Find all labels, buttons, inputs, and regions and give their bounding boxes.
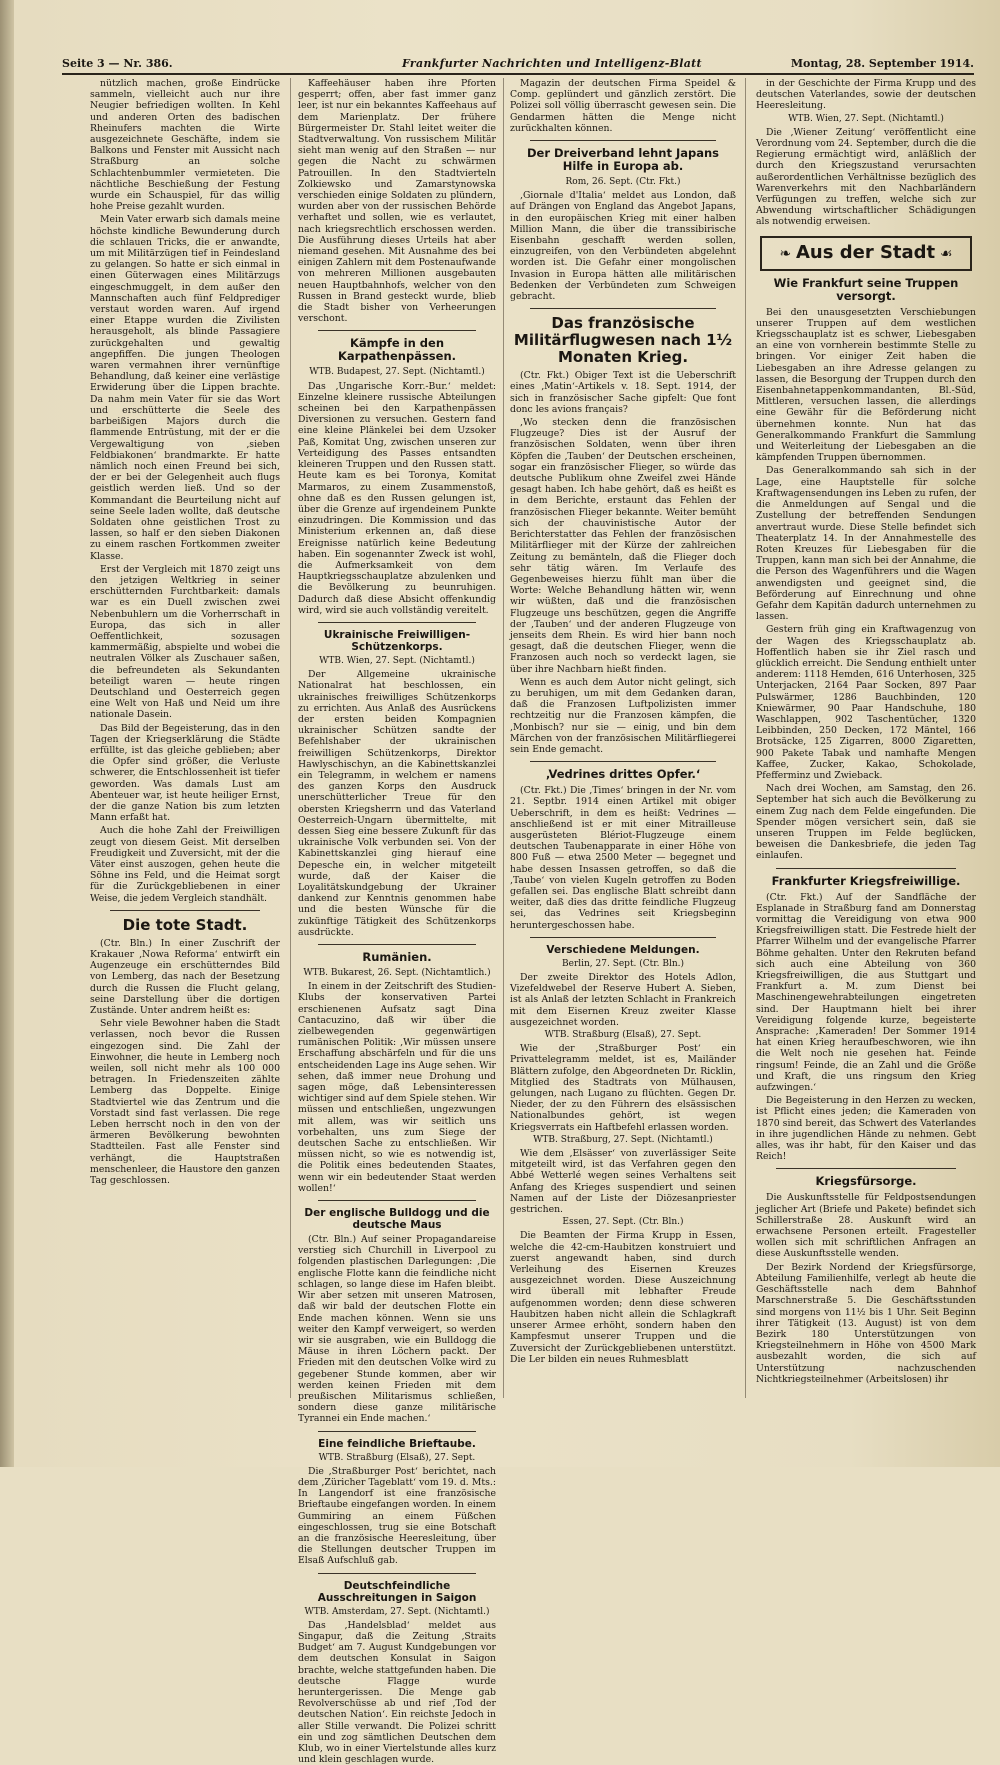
heading-dreiverband: Der Dreiverband lehnt Japans Hilfe in Europa ab. xyxy=(526,146,720,174)
paragraph: Bei den unausgesetzten Verschiebungen unserer Truppen auf dem westlichen Kriegsschauplatz ist es schwer, Liebesgaben an eine von vornherein bestimmte Stelle zu bringen. Vor einiger Zeit haben die Liebesgaben an ihre Adresse gelangen zu lassen, die Besorgung der Truppen durch den Eisenbahnetappenkommandanten, Bl.-Süd, Mittleren, versuchen lassen, die allerdings eine Gewähr für die Beförderung nicht übernehmen konnte. Nun hat das Generalkommando Frankfurt die Sammlung und Weiterleitung der Liebesgaben an die kämpfenden Truppen übernommen. xyxy=(756,306,976,464)
section-title: Aus der Stadt xyxy=(796,241,936,263)
section-separator xyxy=(318,944,476,945)
column-divider xyxy=(745,78,746,1398)
paragraph: Auch die hohe Zahl der Freiwilligen zeugt von diesem Geist. Mit derselben Freudigkeit und Zuversicht, mit der die Väter einst auszogen, gehen heute die Söhne ins Feld, und die Heimat sorgt für die Zurückgebliebenen in einer Weise, die jedem Vergleich standhält. xyxy=(90,825,280,904)
ukrain-body xyxy=(298,669,496,938)
page-header xyxy=(62,56,974,72)
column-4 xyxy=(756,78,976,1398)
col2-top-body xyxy=(298,78,496,324)
truppen-body xyxy=(756,307,976,862)
paragraph: (Ctr. Fkt.) Auf der Sandfläche der Esplanade in Straßburg fand am Donnerstag vormittag die Vereidigung von etwa 900 Kriegsfreiwilligen statt. Die Festrede hielt der Pfarrer Wilhelm und der evangelische Pfarrer Böhme gehalten. Unter den Rekruten befand sich auch eine Abteilung von 360 Kriegsfreiwilligen, die aus Stuttgart und Frankfurt a. M. zum Dienst bei Maschinengewehrabteilungen eingetreten sind. Der Hauptmann hielt bei ihrer Vereidigung folgende kurze, begeisterte Ansprache: ‚Kameraden! Der Sommer 1914 hat einen Krieg heraufbeschworen, wie ihn die Welt noch nie gesehen hat. Feinde ringsum! Feinde, die an Zahl und die Größe und Kraft, die uns ringsum den Krieg aufzwingen.‘ xyxy=(756,891,976,1094)
paragraph: Der Bezirk Nordend der Kriegsfürsorge, Abteilung Familienhilfe, verlegt ab heute die Geschäftsstelle nach dem Bahnhof Marschnerstraße 5. Die Geschäftsstunden sind morgens von 11½ bis 1 Uhr. Seit Beginn ihrer Tätigkeit (13. August) ist von dem Bezirk 180 Unterstützungen von Kriegsteilnehmern in Höhe von 4500 Mark ausbezahlt worden, die sich auf Unterstützung nachzuschenden Nichtkriegsteilnehmer (Arbeitslosen) ihr xyxy=(756,1261,976,1385)
tote-stadt-body xyxy=(90,938,280,1186)
paragraph: Kaffeehäuser haben ihre Pforten gesperrt; offen, aber fast immer ganz leer, ist nur ein bekanntes Kaffeehaus auf dem Marienplatz. Der frühere Bürgermeister Dr. Stahl leitet weiter die Stadtverwaltung. Von russischem Militär sieht man wenig auf den Straßen — nur gegen die Nacht zu schwärmen Patrouillen. In den Stadtvierteln Zolkiewsko und Zamarstynowska verschieden einige Soldaten zu plündern, wurden aber von der russischen Behörde verhaftet und sollen, wie es verlautet, nach kriegsrechtlich erschossen werden. Die Ausführung dieses Urteils hat aber niemand gesehen. Mit Ausnahme des bei einigen Zahlern mit dem Postenaufwande von mehreren Millionen ausgebauten neuen Hauptbahnhofs, welcher von den Russen in Brand gesteckt wurde, blieb die Stadt bisher von Verheerungen verschont. xyxy=(298,78,496,325)
paragraph: Die Beamten der Firma Krupp in Essen, welche die 42-cm-Haubitzen konstruiert und zuerst angewandt haben, sind durch Verleihung des Eisernen Kreuzes ausgezeichnet worden. Diese Auszeichnung wird überall mit lebhafter Freude aufgenommen worden; denn diese schweren Haubitzen haben nicht allein die Schlagkraft unserer Armee erhöht, sondern haben den Kampfesmut unserer Truppen und die Zuversicht der Zurückgebliebenen unterstützt. Die Ler bilden ein neues Ruhmesblatt xyxy=(510,1230,736,1365)
column-2 xyxy=(298,78,496,1765)
heading-truppen-versorgt: Wie Frankfurt seine Truppen versorgt. xyxy=(773,275,959,303)
section-separator xyxy=(318,330,476,331)
paragraph: Der zweite Direktor des Hotels Adlon, Vizefeldwebel der Reserve Hubert A. Sieben, ist als Anlaß der letzten Schlacht in Frankreich mit dem Eisernen Kreuz zweiter Klasse ausgezeichnet worden. xyxy=(510,972,736,1028)
heading-tote-stadt: Die tote Stadt. xyxy=(122,915,248,934)
ornament-icon: ❧ xyxy=(779,245,796,262)
kriegsfreiwillige-body xyxy=(756,892,976,1163)
paragraph: Wie der ‚Straßburger Post‘ ein Privattelegramm meldet, ist es, Mailänder Blättern zufolge, den Abgeordneten Dr. Ricklin, Mitglied des Stadtrats von Mülhausen, gelungen, nach Lugano zu flüchten. Gegen Dr. Nieder, der zu den Führern des elsässischen Nationalbundes gehört, ist wegen Kriegsverrats ein Haftbefehl erlassen worden. xyxy=(510,1043,736,1133)
section-separator xyxy=(530,761,716,762)
karpathen-body xyxy=(298,381,496,616)
saigon-body xyxy=(298,1620,496,1765)
paragraph: Magazin der deutschen Firma Speidel & Comp. geplündert und gänzlich zerstört. Die Polizei soll völlig überrascht gewesen sein. Die Gendarmen hätten die Menge nicht zurückhalten können. xyxy=(510,78,736,134)
paragraph: ‚Wo stecken denn die französischen Flugzeuge? Dies ist der Ausruf der französischen Soldaten, wenn über ihren Köpfen die ‚Tauben‘ der Deutschen erscheinen, sogar ein französischer Flieger, so würde das deutsche Publikum ohne Zweifel zwei Hände gesagt haben. Ich habe gehört, daß es heißt es in dem Berichte, erstaunt das Fehlen der französischen Flieger bekannte. Weiter bemüht sich der chauvinistische Autor der Berichterstatter das Fehlen der französischen Militärflieger mit der Kürze der zahlreichen Zeitung zu bemänteln, daß die Flieger doch sehr tätig wären. Im Verlaufe des Gegenbeweises hierzu fühlt man über die Worte: Welche Behandlung hätten wir, wenn wir wüßten, daß und die französischen Flugzeuge uns beschützen, gegen die Angriffe der ‚Tauben‘ und der anderen Flugzeuge von jenseits dem Rhein. Es wird hier bann noch gesagt, daß die deutschen Flieger, wenn die Franzosen auch noch so verdeckt lagen, sie über ihre Nachbarn hießt finden. xyxy=(510,417,736,675)
col3-top-body xyxy=(510,78,736,134)
section-separator xyxy=(110,910,260,911)
heading-kriegsfuersorge: Kriegsfürsorge. xyxy=(815,1174,917,1189)
strassburg2-body xyxy=(510,1148,736,1215)
paragraph: Sehr viele Bewohner haben die Stadt verlassen, noch bevor die Russen eingezogen sind. Die Zahl der Einwohner, die heute in Lemberg noch weilen, soll nicht mehr als 100 000 betragen. In Friedenszeiten zählte Lemberg das Doppelte. Einige Stadtviertel wie das Zentrum und die Vorstadt sind fast verlassen. Die rege Leben herrscht noch in den von der ärmeren Bevölkerung bewohnten Stadtteilen. Fast alle Fenster sind verhängt, die Hauptstraßen menschenleer, die Haustore den ganzen Tag geschlossen. xyxy=(90,1018,280,1187)
section-separator xyxy=(776,1168,956,1169)
wien-body xyxy=(756,127,976,228)
paragraph: Die Begeisterung in den Herzen zu wecken, ist Pflicht eines jeden; die Kameraden von 1870 sind bereit, das Schwert des Vaterlandes in ihre jugendlichen Hände zu nehmen. Gebt alles, was ihr habt, für den Kaiser und das Reich! xyxy=(756,1095,976,1163)
col4-top-body xyxy=(756,78,976,112)
heading-saigon: Deutschfeindliche Ausschreitungen in Saigon xyxy=(317,1579,477,1604)
vedrines-body xyxy=(510,785,736,931)
paragraph: Nach drei Wochen, am Samstag, den 26. September hat sich auch die Bevölkerung zu einem Zug nach dem Felde eingefunden. Die Spender mögen versichert sein, daß sie unseren Truppen im Felde beglücken, beweisen die Dankesbriefe, die jeden Tag einlaufen. xyxy=(756,783,976,862)
paragraph: Die ‚Wiener Zeitung‘ veröffentlicht eine Verordnung vom 24. September, durch die die Regierung ermächtigt wird, anläßlich der durch den Kriegszustand verursachten außerordentlichen Verhältnisse bezüglich des Warenverkehrs mit den Nachbarländern Verfügungen zu treffen, welche sich zur Abwendung wirtschaftlicher Schädigungen als notwendig erweisen. xyxy=(756,126,976,228)
paragraph: Erst der Vergleich mit 1870 zeigt uns den jetzigen Weltkrieg in seiner erschütternden Furchtbarkeit: damals war es ein Duell zwischen zwei Nebenbuhlern um die Vorherrschaft in Europa, das sich in aller Oeffentlichkeit, sozusagen kammermäßig, abspielte und wobei die neutralen Völker als Zuschauer saßen, die befreundeten als Sekundanten beteiligt waren — heute ringen Deutschland und Oesterreich gegen eine Welt von Haß und Neid um ihre nationale Dasein. xyxy=(90,563,280,721)
heading-rumaenien: Rumänien. xyxy=(362,950,432,965)
paragraph: Die ‚Straßburger Post‘ berichtet, nach dem ‚Züricher Tageblatt‘ vom 19. d. Mts.: In Langendorf ist eine französische Brieftaube eingefangen worden. In einem Gummiring an einem Füßchen eingeschlossen, trug sie eine Botschaft an die französische Heeresleitung, über die Stellungen deutscher Truppen im Elsaß Aufschluß gab. xyxy=(298,1465,496,1567)
rumaen-body xyxy=(298,981,496,1194)
heading-kriegsfreiwillige: Frankfurter Kriegsfreiwillige. xyxy=(771,873,961,888)
strassburg2-dateline: WTB. Straßburg, 27. Sept. (Nichtamtl.) xyxy=(533,1134,713,1145)
strassburg1-dateline: WTB. Straßburg (Elsaß), 27. Sept. xyxy=(544,1030,702,1041)
paragraph: Wie dem ‚Elsässer‘ von zuverlässiger Seite mitgeteilt wird, ist das Verfahren gegen den Abbé Wetterlé wegen seines Verhaltens seit Anfang des Krieges suspendiert und seinen Namen auf der Liste der Diözesanpriester gestrichen. xyxy=(510,1148,736,1216)
essen-dateline: Essen, 27. Sept. (Ctr. Bln.) xyxy=(562,1217,684,1228)
column-divider xyxy=(290,78,291,1398)
paragraph: Der Allgemeine ukrainische Nationalrat hat beschlossen, ein ukrainisches freiwilliges Schützenkorps zu errichten. Aus Anlaß des Ausrückens der ersten beiden Kompagnien ukrainischer Schützen sandte der Befehlshaber der ukrainischen freiwilligen Schützenkorps, Direktor Hawlyschischyn, an die Kabinettskanzlei ein Telegramm, in welchem er namens des ganzen Korps den Ausdruck unerschütterlicher Treue für den obersten Kriegsherrn und das Vaterland Oesterreich-Ungarn übermittelte, mit dessen Sieg eine bessere Zukunft für das ukrainische Volk verbunden sei. Von der Kabinettskanzlei ging hierauf eine Depesche ein, in welcher mitgeteilt wurde, daß der Kaiser die Loyalitätskundgebung der Ukrainer dankend zur Kenntnis genommen habe und die besten Wünsche für die zukünftige Tätigkeit des Schützenkorps ausdrückte. xyxy=(298,669,496,938)
paragraph: Die Auskunftsstelle für Feldpostsendungen jeglicher Art (Briefe und Pakete) befindet sich Schillerstraße 28. Auskunft wird an erwachsene Personen erteilt. Fragesteller wollen sich mit schriftlichen Anfragen an diese Auskunftsstelle wenden. xyxy=(756,1192,976,1260)
ornament-icon: ☙ xyxy=(935,245,953,262)
brieftaube-body xyxy=(298,1466,496,1567)
section-separator xyxy=(318,1200,476,1201)
berlin-dateline: Berlin, 27. Sept. (Ctr. Bln.) xyxy=(562,958,684,969)
paragraph: Mein Vater erwarb sich damals meine höchste kindliche Bewunderung durch die schlauen Tricks, die er anwandte, um mit Militärzügen tief in Feindesland zu gelangen. So hatte er sich einmal in einen Güterwagen eines Militärzugs eingeschmuggelt, in dem außer den Mannschaften auch fünf Feldprediger verstaut worden waren. Auf irgend einer Etappe wurden die Zivilisten herausgeholt, als blinde Passagiere zurückgehalten und gewaltig angepfiffen. Die jungen Theologen waren vermahnen ihrer vernünftige Behandlung, daß keiner eine verlästige Erwiderung über die Lippen brachte. Da nahm mein Vater für sie das Wort und erschütterte die Seele des barbeißigen Majors durch die flammende Entrüstung, mit der er die Vergewaltigung von ‚sieben Feldbiakonen‘ brandmarkte. Er hatte nämlich noch einen Freund bei sich, der er bei der Gelegenheit auch flugs geistlich werden ließ. Und so der Kommandant die Beurteilung nicht auf seine Seele laden wollte, daß deutsche Soldaten ohne geistlichen Trost zu lassen, so half er den sieben Diakonen zu einem raschen Fortkommen zweiter Klasse. xyxy=(90,214,280,562)
heading-karpathen: Kämpfe in den Karpathenpässen. xyxy=(337,336,457,364)
heading-brieftaube: Eine feindliche Brieftaube. xyxy=(318,1437,476,1450)
paragraph: Das ‚Handelsblad‘ meldet aus Singapur, daß die Zeitung ‚Straits Budget‘ am 7. August Kundgebungen vor dem deutschen Konsulat in Saigon brachte, welche stattgefunden haben. Die deutsche Flagge wurde heruntergerissen. Die Menge gab Revolverschüsse ab und rief ‚Tod der deutschen Nation‘. Ein reichste Jedoch in aller Stille verwandt. Die Polizei schritt ein und zog sämtlichen Deutschen dem Klub, wo in einer Viertelstunde alles kurz und klein geschlagen wurde. xyxy=(298,1619,496,1765)
dreiverband-body xyxy=(510,190,736,302)
newspaper-masthead: Frankfurter Nachrichten und Intelligenz-Blatt xyxy=(402,57,702,70)
header-rule xyxy=(62,73,974,75)
paragraph: nützlich machen, große Eindrücke sammeln, vielleicht auch nur ihre Neugier befriedigen wollten. In Kehl und anderen Orten des badischen Rheinufers machten die Wirte ausgezeichnete Geschäfte, indem sie Balkons und Fenster mit Aussicht nach Straßburg an solche Schlachtenbummler vermieteten. Die nächtliche Beschießung der Festung wurde ein Schauspiel, für das willig hohe Preise gezahlt wurden. xyxy=(90,78,280,213)
flug-body xyxy=(510,370,736,755)
paragraph: in der Geschichte der Firma Krupp und des deutschen Vaterlandes, sowie der deutschen Heeresleitung. xyxy=(756,78,976,112)
heading-verschiedene: Verschiedene Meldungen. xyxy=(546,943,700,956)
rumaen-dateline: WTB. Bukarest, 26. Sept. (Nichtamtlich.) xyxy=(303,968,491,979)
kriegsfuersorge-body xyxy=(756,1192,976,1384)
section-separator xyxy=(530,937,716,938)
page-number-label: Seite 3 — Nr. 386. xyxy=(62,57,173,70)
col1-body xyxy=(90,78,280,904)
section-separator xyxy=(318,1431,476,1432)
ukrain-dateline: WTB. Wien, 27. Sept. (Nichtamtl.) xyxy=(319,655,475,666)
dreiverband-dateline: Rom, 26. Sept. (Ctr. Fkt.) xyxy=(565,177,681,188)
heading-vedrines: ‚Vedrines drittes Opfer.‘ xyxy=(545,767,701,782)
paragraph: (Ctr. Fkt.) Die ‚Times‘ bringen in der Nr. vom 21. Septbr. 1914 einen Artikel mit obiger Ueberschrift, in dem es heißt: Vedrines — anschließend ist er mit einer Mitrailleuse ausgerüsteten Blériot-Flugzeuge einem deutschen Taubenapparate in einer Höhe von 800 Fuß — etwa 2500 Meter — begegnet und habe dessen Insassen getroffen, so daß die ‚Taube‘ von vielen Kugeln getroffen zu Boden gefallen sei. Das englische Blatt schreibt dann weiter, daß dies das dritte feindliche Flugzeug sei, das Vedrines seit Kriegsbeginn heruntergeschossen habe. xyxy=(510,785,736,931)
verschiedene-body xyxy=(510,972,736,1028)
paragraph: (Ctr. Fkt.) Obiger Text ist die Ueberschrift eines ‚Matin‘-Artikels v. 18. Sept. 1914, der sich in französischer Sache gipfelt: Que font donc les avions français? xyxy=(510,370,736,415)
strassburg1-body xyxy=(510,1043,736,1133)
column-3 xyxy=(510,78,736,1408)
section-separator xyxy=(530,308,716,309)
heading-ukrain: Ukrainische Freiwilligen-Schützenkorps. xyxy=(323,628,471,653)
paragraph: Das Generalkommando sah sich in der Lage, eine Hauptstelle für solche Kraftwagensendungen ins Leben zu rufen, der die Anmeldungen auf Sengal und die Zustellung der betreffenden Sendungen anvertraut wurde. Diese Stelle befindet sich Theaterplatz 14. In der Annahmestelle des Roten Kreuzes für Liebesgaben für die Truppen, kann man sich bei der Annahme, die die Person des Wagenführers und die Wagen anwendigsten und geeignet sind, die Beförderung auf Einrechnung und ohne Gefahr dem Kapitän dadurch unternehmen zu lassen. xyxy=(756,465,976,623)
brieftaube-dateline: WTB. Straßburg (Elsaß), 27. Sept. xyxy=(318,1452,476,1463)
paragraph: (Ctr. Bln.) Auf seiner Propagandareise verstieg sich Churchill in Liverpool zu folgenden plastischen Darlegungen: ‚Die englische Flotte kann die feindliche nicht schlagen, so lange diese im Hafen bleibt. Wir aber setzen mit unseren Matrosen, daß wir bald der deutschen Flotte ein Ende machen können. Wenn sie uns weiter den Kampf verweigert, so werden wir sie ausgraben, wie ein Bulldogg die Mäuse in ihren Löchern packt. Der Frieden mit den deutschen Volke wird zu gegebener Stunde kommen, aber wir werden keinen Frieden mit dem preußischen Militarismus schließen, sondern diese ganze militärische Tyrannei ein Ende machen.‘ xyxy=(298,1234,496,1425)
column-1 xyxy=(90,78,280,1378)
binding-edge xyxy=(0,0,14,1467)
karpathen-dateline: WTB. Budapest, 27. Sept. (Nichtamtl.) xyxy=(309,367,485,378)
wien-dateline: WTB. Wien, 27. Sept. (Nichtamtl.) xyxy=(788,113,944,124)
paragraph: Das Bild der Begeisterung, das in den Tagen der Kriegserklärung die Städte erfüllte, ist das gleiche geblieben; aber die Opfer sind größer, die Verluste schwerer, die Entschlossenheit ist tiefer geworden. Was damals Lust am Abenteuer war, ist heute heiliger Ernst, der die ganze Nation bis zum letzten Mann erfaßt hat. xyxy=(90,722,280,824)
paragraph: (Ctr. Bln.) In einer Zuschrift der Krakauer ‚Nowa Reforma‘ entwirft ein Augenzeuge ein erschütterndes Bild von Lemberg, das nach der Besetzung durch die Russen die Flucht gelang, seine Darstellung über die dortigen Zustände. Unter andrem heißt es: xyxy=(90,937,280,1017)
paragraph: Wenn es auch dem Autor nicht gelingt, sich zu beruhigen, um mit dem Gedanken daran, daß die Franzosen Luftpolizisten immer rechtzeitig nur die Franzosen kämpfen, die ‚Monbisch? nur sie — einig, und bin dem Märchen von der französischen Militärfliegerei sein Ende gemacht. xyxy=(510,676,736,755)
section-box-aus-der-stadt xyxy=(760,236,972,271)
column-divider xyxy=(503,78,504,1398)
issue-date: Montag, 28. September 1914. xyxy=(790,57,974,70)
section-separator xyxy=(530,140,716,141)
paragraph: In einem in der Zeitschrift des Studien-Klubs der konservativen Partei erschienenen Aufsatz sagt Dina Cantacuzino, daß wir über die zielbewegenden gegenwärtigen rumänischen Politik: ‚Wir müssen unsere Erschaffung abschärfeln und für die uns entscheidenden Lage ins Auge sehen. Wir sehen, daß immer neue Drohung und sagen möge, daß Lebensinteressen wichtiger sind auf dem Spiele stehen. Wir müssen und entschließen, ungezwungen mit allem, was wir seitlich uns vorbehalten, uns zum Siege der deutschen Sache zu entschließen. Wir müssen nicht, so wie es notwendig ist, die Politik eines bedeutenden Staates, wenn wir ein bedeutender Staat werden wollen!‘ xyxy=(298,981,496,1194)
heading-bulldog: Der englische Bulldogg und die deutsche Maus xyxy=(304,1207,490,1232)
saigon-dateline: WTB. Amsterdam, 27. Sept. (Nichtamtl.) xyxy=(304,1606,490,1617)
bulldog-body xyxy=(298,1234,496,1424)
section-separator xyxy=(318,622,476,623)
section-separator xyxy=(318,1573,476,1574)
paragraph: ‚Giornale d'Italia‘ meldet aus London, daß auf Drängen von England das Angebot Japans, in den europäischen Krieg mit einer halben Million Mann, die über die transsibirische Eisenbahn geschafft werden sollen, einzugreifen, von den Verbündeten abgelehnt worden ist. Die Gefahr einer mongolischen Invasion in Europa hätten alle militärischen Bedenken der Verbündeten zum Schweigen gebracht. xyxy=(510,190,736,303)
heading-militaerflugwesen: Das französische Militärflugwesen nach 1½ Monaten Krieg. xyxy=(513,314,733,367)
essen-body xyxy=(510,1230,736,1364)
section-separator xyxy=(776,868,956,869)
paragraph: Das ‚Ungarische Korr.-Bur.‘ meldet: Einzelne kleinere russische Abteilungen scheinen bei den Karpathenpässen Diversionen zu versuchen. Gestern fand eine kleine Plänkelei bei dem Uzsoker Paß, Komitat Ung, zwischen unseren zur Verteidigung des Passes entsandten kleineren Truppen und den Russen statt. Heute kam es bei Toronya, Komitat Marmaros, zu einem Zusammenstoß, ohne daß es den Russen gelungen ist, über die Grenze auf irgendeinem Punkte einzudringen. Die Kommission und das Ministerium erkennen an, daß diese Ereignisse natürlich keine Bedeutung haben. Ein sogenannter Zweck ist wohl, die Aufmerksamkeit von dem Hauptkriegsschauplatze abzulenken und die Bevölkerung zu beunruhigen. Dadurch daß diese Absicht offenkundig wird, wird sie auch vollständig vereitelt. xyxy=(298,380,496,616)
paragraph: Gestern früh ging ein Kraftwagenzug von der Wagen des Kriegsschauplatz ab. Hoffentlich haben sie ihr Ziel rasch und glücklich erreicht. Die Sendung enthielt unter anderem: 1118 Hemden, 616 Unterhosen, 325 Unterjacken, 2164 Paar Socken, 897 Paar Pulswärmer, 1286 Bauchbinden, 120 Kniewärmer, 90 Paar Handschuhe, 180 Waschlappen, 902 Taschentücher, 1320 Leibbinden, 250 Decken, 172 Mäntel, 166 Brotsäcke, 125 Zigarren, 8000 Zigaretten, 900 Pakete Tabak und namhafte Mengen Kaffee, Zucker, Kakao, Schokolade, Pfefferminz und Zwieback. xyxy=(756,624,976,781)
